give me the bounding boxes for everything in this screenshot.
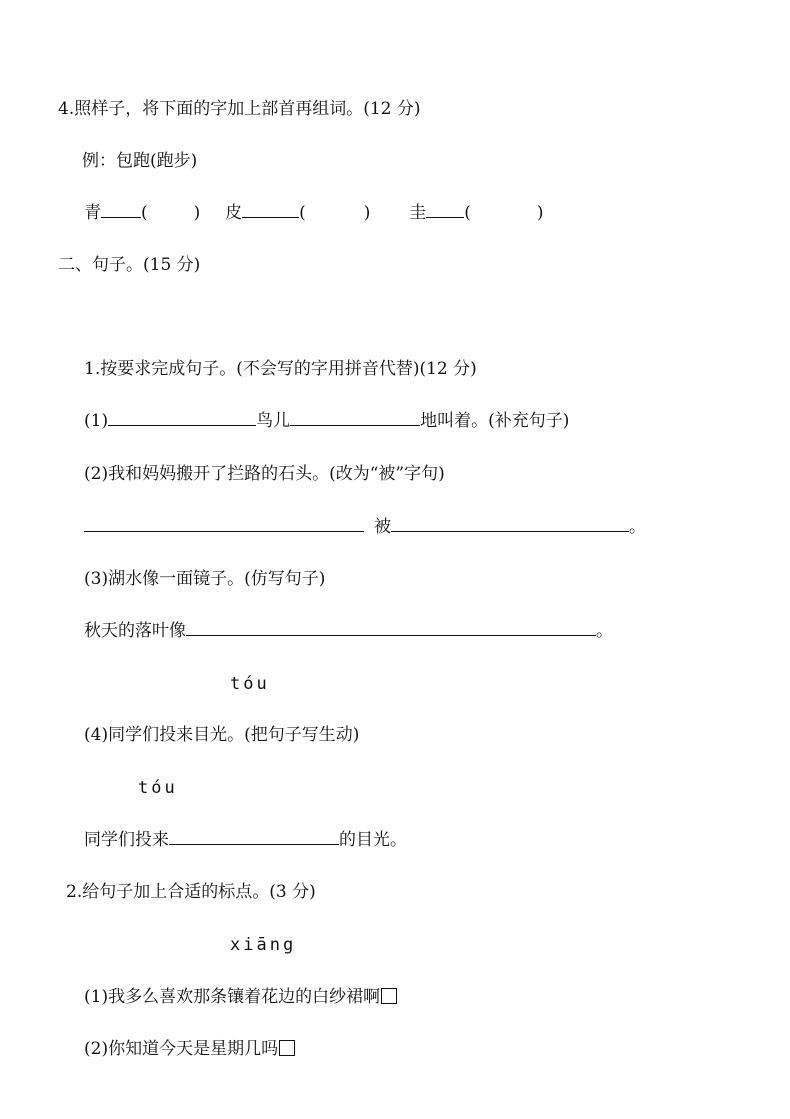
s1-item1-suffix: 地叫着。(补充句子) [420,411,570,431]
s2-item2 [84,1038,295,1060]
s1-item4-pinyin-2: tóu [138,778,178,798]
s1-item1-middle: 鸟儿 [256,411,291,431]
s1-item2-blank-1[interactable] [84,516,364,532]
s1-item3-lead: 秋天的落叶像 [84,621,186,641]
s1-item2-end: 。 [629,517,646,537]
q4-paren-3[interactable]: ( ) [464,203,544,223]
s2-item1-text: (1)我多么喜欢那条镶着花边的白纱裙啊 [84,987,381,1007]
s1-item4-lead: 同学们投来 [84,830,169,850]
s1-item4-answer [84,829,407,851]
s2-item2-box[interactable] [279,1040,295,1056]
q4-title: 4.照样子，将下面的字加上部首再组词。(12 分) [58,99,421,119]
s1-item4-pinyin-1: tóu [230,674,270,694]
s1-item1-prefix: (1) [84,411,109,431]
s1-item2-blank-2[interactable] [391,516,629,532]
s1-title: 1.按要求完成句子。(不会写的字用拼音代替)(12 分) [84,359,477,379]
s1-item1-blank-1[interactable] [108,410,256,426]
s2-title: 2.给句子加上合适的标点。(3 分) [66,882,316,902]
s1-item3: (3)湖水像一面镜子。(仿写句子) [84,569,326,589]
q4-example: 例：包跑(跑步) [82,151,198,171]
s1-item4: (4)同学们投来目光。(把句子写生动) [84,725,360,745]
q4-char-1: 青 [84,203,101,223]
s1-item3-answer [84,620,613,642]
q4-char-3: 圭 [409,203,427,223]
s1-item1-blank-2[interactable] [290,410,420,426]
s2-item1 [84,986,397,1008]
q4-blank-1[interactable] [101,202,141,218]
q4-blank-2[interactable] [242,202,299,218]
s1-item2-answer [84,516,646,538]
s2-pinyin: xiāng [230,935,297,955]
s1-item3-blank[interactable] [186,620,596,636]
section2-title: 二、句子。(15 分) [58,255,201,275]
q4-paren-1[interactable]: ( ) [141,203,201,223]
s1-item4-end: 的目光。 [339,830,407,850]
q4-paren-2[interactable]: ( ) [299,203,371,223]
q4-char-2: 皮 [225,203,243,223]
s1-item1 [84,410,569,432]
q4-items [84,202,543,224]
s1-item2-bei: 被 [374,517,391,537]
s1-item2: (2)我和妈妈搬开了拦路的石头。(改为“被”字句) [84,464,445,484]
s1-item4-blank[interactable] [169,829,339,845]
q4-blank-3[interactable] [426,202,464,218]
s2-item2-text: (2)你知道今天是星期几吗 [84,1039,279,1059]
s2-item1-box[interactable] [381,988,397,1004]
s1-item3-end: 。 [596,621,613,641]
